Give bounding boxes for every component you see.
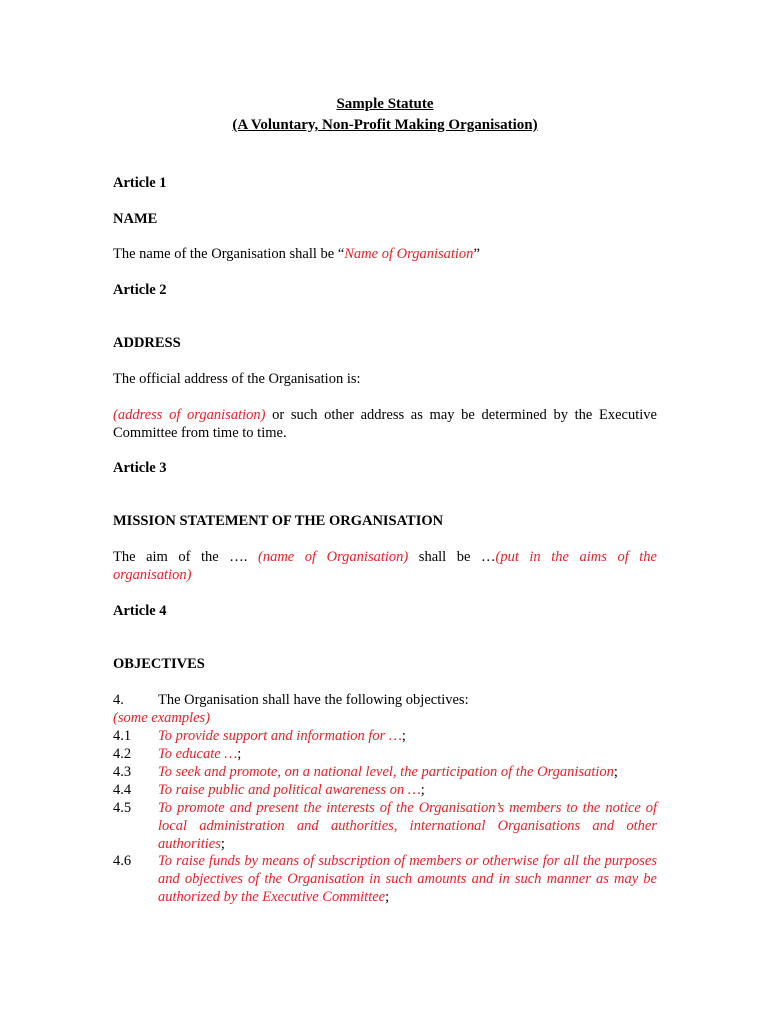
objective-text [158, 727, 657, 745]
article-1-text-after: ” [473, 246, 480, 262]
mission-placeholder-aims: (put in the aims of the [495, 549, 657, 565]
address-placeholder: (address of organisation) [113, 407, 266, 423]
mission-text-b: shall be … [408, 549, 496, 565]
objective-placeholder: To raise funds by means of subscription of members or otherwise for all the purposes and objectives of the Organisation in such amounts and in such manner as may be authorized by the Executive Committee [158, 853, 657, 905]
mission-text-a: The aim of the …. [113, 549, 258, 565]
article-3-heading: Article 3 [113, 460, 167, 476]
objectives-intro-text: The Organisation shall have the following objectives: [158, 692, 469, 708]
objective-number: 4.6 [113, 853, 132, 869]
article-1-text [113, 245, 480, 263]
objective-tail: ; [401, 728, 406, 744]
objective-number: 4.1 [113, 728, 132, 744]
article-2-heading: Article 2 [113, 282, 167, 298]
section-mission-heading: MISSION STATEMENT OF THE ORGANISATION [113, 513, 444, 529]
section-address-heading: ADDRESS [113, 335, 181, 351]
objective-text [158, 781, 657, 799]
address-line-1 [113, 406, 657, 424]
objective-text [158, 763, 657, 781]
address-line-1-rest: or such other address as may be determined by the Executive [265, 407, 657, 423]
section-name-heading: NAME [113, 211, 158, 227]
objective-placeholder: To promote and present the interests of the Organisation’s members to the notice of local administration and authorities, international Organisations and other authorities [158, 800, 657, 852]
objective-number: 4.5 [113, 800, 132, 816]
objective-text [158, 745, 657, 763]
objectives-intro-number: 4. [113, 692, 124, 708]
document-title: Sample Statute [336, 96, 434, 112]
objective-placeholder: To raise public and political awareness on … [158, 782, 421, 798]
mission-line-1 [113, 548, 657, 566]
objectives-examples-note: (some examples) [113, 710, 211, 726]
objective-text [158, 799, 657, 853]
objective-tail: ; [220, 836, 225, 852]
objective-number: 4.4 [113, 782, 132, 798]
article-1-heading: Article 1 [113, 175, 167, 191]
mission-line-2: organisation) [113, 567, 192, 583]
objective-tail: ; [613, 764, 618, 780]
objective-tail: ; [420, 782, 425, 798]
article-1-text-before: The name of the Organisation shall be “ [113, 246, 345, 262]
objective-tail: ; [237, 746, 242, 762]
objective-number: 4.2 [113, 746, 132, 762]
objective-placeholder: To seek and promote, on a national level, the participation of the Organisation [158, 764, 614, 780]
objective-tail: ; [385, 889, 390, 905]
mission-placeholder-name: (name of Organisation) [257, 549, 409, 565]
article-4-heading: Article 4 [113, 603, 167, 619]
address-intro: The official address of the Organisation is: [113, 371, 361, 387]
document-subtitle: (A Voluntary, Non-Profit Making Organisation) [232, 117, 538, 133]
objective-placeholder: To provide support and information for … [158, 728, 402, 744]
objective-placeholder: To educate … [158, 746, 238, 762]
objective-number: 4.3 [113, 764, 132, 780]
objective-text [158, 852, 657, 906]
address-line-2: Committee from time to time. [113, 425, 287, 441]
article-1-placeholder: Name of Organisation [344, 246, 474, 262]
section-objectives-heading: OBJECTIVES [113, 656, 205, 672]
